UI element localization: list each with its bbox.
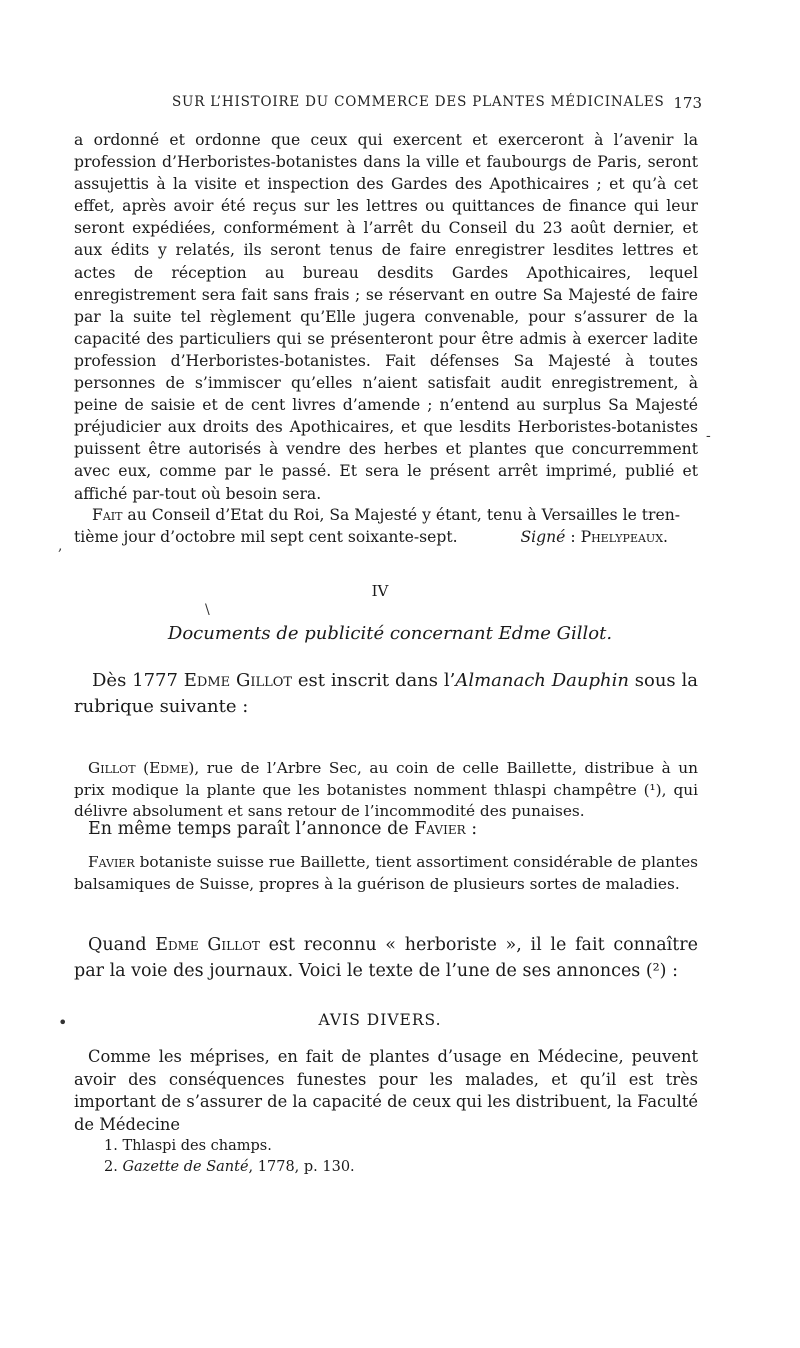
p4-text-1: En même temps paraît l’annonce de: [88, 819, 415, 839]
section-title: Documents de publicité concernant Edme Gillot.: [167, 623, 613, 644]
footnote-2-num: 2.: [104, 1158, 123, 1175]
date-line: tième jour d’octobre mil sept cent soixante-sept.: [74, 528, 458, 546]
q1-text-1: (: [135, 759, 150, 777]
running-header: [72, 94, 702, 118]
p3-text-3: sous la rubrique suivante :: [74, 670, 698, 717]
signe-label: Signé: [520, 528, 566, 546]
quote-favier: [74, 852, 698, 895]
p5-text-2: est reconnu « herboriste », il le fait connaître par la voie des journaux. Voici le texte de l’une de ses annonces (²) :: [74, 935, 698, 981]
p3-name: Edme Gillot: [183, 670, 293, 691]
footnote-2-rest: , 1778, p. 130.: [248, 1158, 355, 1175]
quote-gillot: [74, 758, 698, 823]
p4-name: Favier: [414, 819, 466, 839]
q1-first: Edme: [149, 759, 189, 777]
quote-avis: Comme les méprises, en fait de plantes d’usage en Médecine, peuvent avoir des conséquences funestes pour les malades, et qu’il est très important de s’assurer de la capacité de ceux qui les distribuent, la Faculté de Médecine: [74, 1047, 699, 1134]
footnote-2: [104, 1157, 355, 1178]
footnote-1: 1. Thlaspi des champs.: [104, 1138, 272, 1154]
p5-name: Edme Gillot: [155, 935, 260, 955]
p5-text-1: Quand: [88, 935, 156, 955]
avis-divers-heading: AVIS DIVERS.: [318, 1011, 442, 1029]
paragraph-favier-intro: [74, 816, 698, 842]
paragraph-almanach: [74, 668, 698, 720]
q1-text-2: ), rue de l’Arbre Sec, au coin de celle Baillette, distribue à un prix modique la plante que les botanistes nomment thlaspi champêtre (¹), qui délivre absolument et sans retour de l’incommodité des punaises.: [74, 759, 698, 820]
page-number: 173: [673, 94, 702, 112]
paragraph-fait-au-conseil: [74, 504, 698, 526]
paragraph-arret: a ordonné et ordonne que ceux qui exercent et exerceront à l’avenir la profession d’Herboristes-botanistes dans la ville et faubourgs de Paris, seront assujettis à la visite et inspection des Gardes des Apothicaires ; et qu’à cet effet, après avoir été reçus sur les lettres ou quittances de finance qui leur seront expédiées, conformément à l’arrêt du Conseil du 23 août dernier, et aux édits y relatés, ils seront tenus de faire enregistrer lesdites lettres et actes de réception au bureau desdits Gardes Apothicaires, lequel enregistrement sera fait sans frais ; se réservant en outre Sa Majesté de faire par la suite tel règlement qu’Elle jugera convenable, pour s’assurer de la capacité des particuliers qui se présenteront pour être admis à exercer ladite profession d’Herboristes-botanistes. Fait défenses Sa Majesté à toutes personnes de s’immiscer qu’elles n’aient satisfait audit enregistrement, à peine de saisie et de cent livres d’amende ; n’entend au surplus Sa Majesté préjudicier aux droits des Apothicaires, et que lesdits Herboristes-botanistes puissent être autorisés à vendre des herbes et plantes que concurremment avec eux, comme par le passé. Et sera le présent arrêt imprimé, publié et affiché par-tout où besoin sera.: [74, 131, 698, 503]
bullet-mark: •: [58, 1013, 68, 1032]
q1-name: Gillot: [88, 759, 136, 777]
fait-text: au Conseil d’Etat du Roi, Sa Majesté y étant, tenu à Versailles le tren-: [122, 506, 681, 524]
q2-name: Favier: [88, 853, 135, 871]
p3-text-1: Dès 1777: [92, 670, 184, 691]
p3-book: Almanach Dauphin: [455, 670, 629, 691]
fait-lead: Fait: [92, 506, 123, 524]
footnotes: [104, 1136, 355, 1177]
margin-mark: ,: [58, 538, 63, 554]
footnote-2-title: Gazette de Santé: [122, 1158, 249, 1175]
margin-mark: -: [706, 428, 711, 444]
p3-text-2: est inscrit dans l’: [292, 670, 456, 691]
running-title: SUR L’HISTOIRE DU COMMERCE DES PLANTES MÉDICINALES: [172, 94, 665, 110]
section-number: IV: [371, 582, 389, 600]
margin-mark: \: [205, 602, 210, 618]
q2-text: botaniste suisse rue Baillette, tient assortiment considérable de plantes balsamiques de Suisse, propres à la guérison de plusieurs sortes de maladies.: [74, 853, 698, 893]
signe-sep: :: [565, 528, 581, 546]
signe-name: Phelypeaux.: [580, 528, 668, 546]
paragraph-herboriste: [74, 932, 698, 984]
signature: [520, 526, 668, 548]
p4-text-2: :: [465, 819, 478, 839]
